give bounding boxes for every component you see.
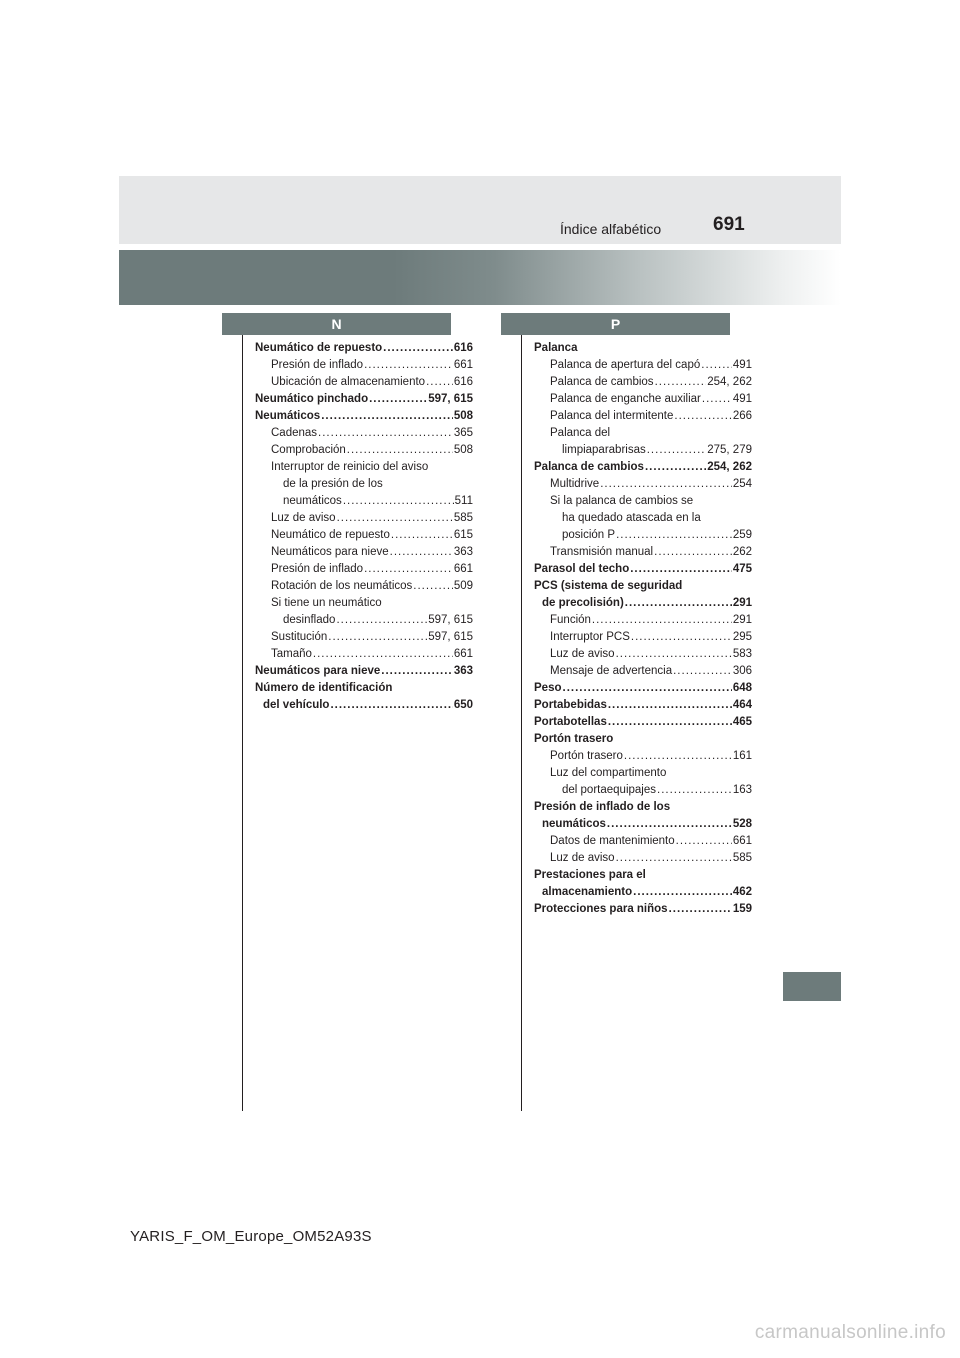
index-entry-term: posición P xyxy=(562,529,616,541)
index-entry xyxy=(534,408,752,425)
index-entry xyxy=(534,544,752,561)
index-entry-page-ref[interactable]: 291 xyxy=(732,614,752,626)
index-entry xyxy=(534,425,752,442)
index-entry-term: PCS (sistema de seguridad xyxy=(534,580,683,592)
index-entry xyxy=(255,391,473,408)
index-entry-list xyxy=(534,340,752,918)
index-entry xyxy=(255,561,473,578)
index-entry-term: Interruptor PCS xyxy=(550,631,630,643)
index-entry-page-ref[interactable]: 363 xyxy=(453,665,473,677)
index-entry-page-ref[interactable]: 254, 262 xyxy=(707,376,752,388)
dot-leader xyxy=(701,357,732,374)
index-entry-page-ref[interactable]: 583 xyxy=(732,648,752,660)
index-entry-page-ref[interactable]: 661 xyxy=(453,563,473,575)
index-entry-term: Portabotellas xyxy=(534,716,607,728)
index-entry xyxy=(534,459,752,476)
index-entry-term: Datos de mantenimiento xyxy=(550,835,675,847)
index-entry-page-ref[interactable]: 295 xyxy=(732,631,752,643)
dot-leader xyxy=(624,748,732,765)
index-entry-term: Número de identificación xyxy=(255,682,393,694)
index-entry-page-ref[interactable]: 616 xyxy=(453,376,473,388)
index-entry-term: limpiaparabrisas xyxy=(562,444,646,456)
index-entry xyxy=(534,510,752,527)
dot-leader xyxy=(336,612,427,629)
dot-leader xyxy=(645,459,706,476)
index-entry-term: Neumático de repuesto xyxy=(255,342,383,354)
index-entry-page-ref[interactable]: 648 xyxy=(732,682,752,694)
index-entry-term: Palanca de enganche auxiliar xyxy=(550,393,701,405)
index-entry-page-ref[interactable]: 661 xyxy=(453,359,473,371)
dot-leader xyxy=(657,782,732,799)
index-entry-term: Presión de inflado xyxy=(271,359,364,371)
index-entry-term: Luz de aviso xyxy=(550,852,615,864)
index-entry xyxy=(255,442,473,459)
index-entry-page-ref[interactable]: 585 xyxy=(453,512,473,524)
index-entry-page-ref[interactable]: 597, 615 xyxy=(428,631,473,643)
dot-leader xyxy=(381,663,453,680)
index-entry-term: neumáticos xyxy=(283,495,342,507)
index-entry xyxy=(534,680,752,697)
index-entry xyxy=(534,391,752,408)
dot-leader xyxy=(328,629,427,646)
index-entry-page-ref[interactable]: 275, 279 xyxy=(707,444,752,456)
index-entry-page-ref[interactable]: 163 xyxy=(732,784,752,796)
index-entry-term: Función xyxy=(550,614,591,626)
index-entry xyxy=(534,697,752,714)
index-entry-term: Protecciones para niños xyxy=(534,903,668,915)
decorative-gradient-bar xyxy=(119,250,841,305)
index-entry xyxy=(534,595,752,612)
index-entry xyxy=(534,374,752,391)
dot-leader xyxy=(600,476,732,493)
dot-leader xyxy=(390,544,453,561)
dot-leader xyxy=(369,391,427,408)
index-entry-page-ref[interactable]: 159 xyxy=(732,903,752,915)
index-entry xyxy=(534,357,752,374)
dot-leader xyxy=(337,510,453,527)
index-entry-term: Palanca xyxy=(534,342,578,354)
index-entry-page-ref[interactable]: 365 xyxy=(453,427,473,439)
index-entry xyxy=(534,578,752,595)
dot-leader xyxy=(364,357,453,374)
index-entry-page-ref[interactable]: 475 xyxy=(732,563,752,575)
index-entry-page-ref[interactable]: 661 xyxy=(732,835,752,847)
dot-leader xyxy=(633,884,732,901)
dot-leader xyxy=(608,714,732,731)
dot-leader xyxy=(383,340,453,357)
dot-leader xyxy=(607,816,732,833)
index-entry xyxy=(255,612,473,629)
index-entry-term: Si la palanca de cambios se xyxy=(550,495,694,507)
index-entry xyxy=(255,510,473,527)
index-entry-term: Palanca de apertura del capó xyxy=(550,359,701,371)
index-entry xyxy=(534,867,752,884)
dot-leader xyxy=(608,697,732,714)
index-entry xyxy=(255,578,473,595)
index-entry xyxy=(255,697,473,714)
index-entry-page-ref[interactable]: 597, 615 xyxy=(428,614,473,626)
index-entry-page-ref[interactable]: 508 xyxy=(453,444,473,456)
index-entry xyxy=(534,629,752,646)
index-entry-page-ref[interactable]: 161 xyxy=(732,750,752,762)
index-entry-term: Parasol del techo xyxy=(534,563,630,575)
index-entry-term: Neumático de repuesto xyxy=(271,529,390,541)
index-entry-page-ref[interactable]: 509 xyxy=(453,580,473,592)
index-entry-list xyxy=(255,340,473,714)
index-entry-term: neumáticos xyxy=(542,818,606,830)
index-entry xyxy=(534,850,752,867)
index-entry xyxy=(534,799,752,816)
dot-leader xyxy=(318,425,453,442)
index-entry-page-ref[interactable]: 585 xyxy=(732,852,752,864)
index-entry xyxy=(534,612,752,629)
index-entry-page-ref[interactable]: 262 xyxy=(732,546,752,558)
index-entry-term: Presión de inflado de los xyxy=(534,801,671,813)
index-entry xyxy=(255,493,473,510)
index-entry-term: Si tiene un neumático xyxy=(271,597,382,609)
dot-leader xyxy=(625,595,732,612)
index-entry-term: Comprobación xyxy=(271,444,346,456)
index-entry-page-ref[interactable]: 511 xyxy=(454,495,473,507)
dot-leader xyxy=(669,901,732,918)
index-entry-page-ref[interactable]: 462 xyxy=(732,886,752,898)
dot-leader xyxy=(321,408,453,425)
index-entry-term: Neumático pinchado xyxy=(255,393,369,405)
index-entry-page-ref[interactable]: 508 xyxy=(453,410,473,422)
index-column-n xyxy=(242,313,483,1111)
index-entry-term: Luz del compartimento xyxy=(550,767,667,779)
dot-leader xyxy=(630,561,732,578)
index-entry-term: Palanca de cambios xyxy=(534,461,644,473)
index-column-p xyxy=(521,313,762,1111)
index-entry-page-ref[interactable]: 363 xyxy=(453,546,473,558)
index-entry-term: Sustitución xyxy=(271,631,328,643)
index-entry xyxy=(534,646,752,663)
index-entry xyxy=(534,340,752,357)
index-entry-term: de la presión de los xyxy=(283,478,383,490)
section-title: Índice alfabético xyxy=(560,221,662,237)
index-entry xyxy=(255,629,473,646)
index-entry xyxy=(255,527,473,544)
index-entry xyxy=(255,408,473,425)
index-entry-page-ref[interactable]: 528 xyxy=(732,818,752,830)
dot-leader xyxy=(655,374,707,391)
index-entry xyxy=(534,748,752,765)
index-entry-term: Presión de inflado xyxy=(271,563,364,575)
index-entry-term: de precolisión) xyxy=(542,597,624,609)
index-entry xyxy=(255,595,473,612)
index-entry-page-ref[interactable]: 650 xyxy=(453,699,473,711)
dot-leader xyxy=(347,442,453,459)
dot-leader xyxy=(343,493,454,510)
index-entry-term: Palanca del xyxy=(550,427,611,439)
index-entry-page-ref[interactable]: 465 xyxy=(732,716,752,728)
index-entry xyxy=(534,731,752,748)
index-entry-term: Luz de aviso xyxy=(271,512,336,524)
index-entry-term: Cadenas xyxy=(271,427,318,439)
index-entry-page-ref[interactable]: 491 xyxy=(732,359,752,371)
index-entry xyxy=(534,527,752,544)
index-entry-page-ref[interactable]: 291 xyxy=(732,597,752,609)
index-entry xyxy=(534,901,752,918)
index-entry-term: Transmisión manual xyxy=(550,546,654,558)
index-entry-term: Portabebidas xyxy=(534,699,607,711)
index-entry-term: ha quedado atascada en la xyxy=(562,512,701,524)
index-entry xyxy=(255,544,473,561)
index-entry xyxy=(534,442,752,459)
index-entry-term: Tamaño xyxy=(271,648,312,660)
index-entry-term: Portón trasero xyxy=(534,733,614,745)
index-entry-page-ref[interactable]: 615 xyxy=(453,529,473,541)
index-entry-term: Prestaciones para el xyxy=(534,869,646,881)
letter-heading-p: P xyxy=(501,313,730,335)
index-entry xyxy=(534,714,752,731)
dot-leader xyxy=(654,544,732,561)
index-entry xyxy=(255,663,473,680)
index-entry xyxy=(255,340,473,357)
index-entry xyxy=(255,476,473,493)
index-entry-term: Interruptor de reinicio del aviso xyxy=(271,461,429,473)
dot-leader xyxy=(647,442,707,459)
index-entry-page-ref[interactable]: 254 xyxy=(732,478,752,490)
dot-leader xyxy=(702,391,732,408)
chapter-side-tab xyxy=(783,972,841,1001)
index-entry xyxy=(534,476,752,493)
dot-leader xyxy=(413,578,453,595)
index-entry-page-ref[interactable]: 661 xyxy=(453,648,473,660)
letter-heading-n: N xyxy=(222,313,451,335)
dot-leader xyxy=(330,697,452,714)
index-entry xyxy=(255,459,473,476)
index-entry-page-ref[interactable]: 306 xyxy=(732,665,752,677)
index-entry-term: Luz de aviso xyxy=(550,648,615,660)
index-entry-term: Palanca de cambios xyxy=(550,376,654,388)
index-entry xyxy=(534,782,752,799)
index-entry xyxy=(534,561,752,578)
index-entry-page-ref[interactable]: 597, 615 xyxy=(428,393,473,405)
index-entry-page-ref[interactable]: 254, 262 xyxy=(707,461,752,473)
index-entry xyxy=(534,884,752,901)
dot-leader xyxy=(563,680,732,697)
index-entry-term: Rotación de los neumáticos xyxy=(271,580,413,592)
dot-leader xyxy=(616,850,732,867)
document-id-footer: YARIS_F_OM_Europe_OM52A93S xyxy=(130,1228,372,1245)
index-entry-term: Neumáticos para nieve xyxy=(255,665,381,677)
index-entry xyxy=(255,646,473,663)
dot-leader xyxy=(674,408,731,425)
index-entry xyxy=(534,816,752,833)
index-entry xyxy=(255,425,473,442)
index-entry xyxy=(534,833,752,850)
index-entry-page-ref[interactable]: 616 xyxy=(453,342,473,354)
index-entry-term: desinflado xyxy=(283,614,336,626)
index-entry-page-ref[interactable]: 266 xyxy=(732,410,752,422)
dot-leader xyxy=(391,527,453,544)
index-entry xyxy=(255,680,473,697)
dot-leader xyxy=(616,527,732,544)
index-entry xyxy=(255,374,473,391)
index-entry-term: almacenamiento xyxy=(542,886,633,898)
index-entry-term: Peso xyxy=(534,682,562,694)
index-entry xyxy=(255,357,473,374)
dot-leader xyxy=(676,833,732,850)
index-entry xyxy=(534,493,752,510)
dot-leader xyxy=(631,629,732,646)
dot-leader xyxy=(616,646,732,663)
watermark-logo: carmanualsonline.info xyxy=(754,1322,946,1343)
index-entry-page-ref[interactable]: 464 xyxy=(732,699,752,711)
index-entry xyxy=(534,663,752,680)
index-entry-term: Mensaje de advertencia xyxy=(550,665,673,677)
index-entry-term: Neumáticos para nieve xyxy=(271,546,389,558)
index-entry-term: del portaequipajes xyxy=(562,784,656,796)
index-entry-term: Portón trasero xyxy=(550,750,623,762)
dot-leader xyxy=(313,646,453,663)
index-entry-page-ref[interactable]: 259 xyxy=(732,529,752,541)
index-entry-term: Palanca del intermitente xyxy=(550,410,674,422)
index-entry xyxy=(534,765,752,782)
dot-leader xyxy=(426,374,453,391)
index-entry-page-ref[interactable]: 491 xyxy=(732,393,752,405)
index-entry-term: del vehículo xyxy=(263,699,330,711)
dot-leader xyxy=(592,612,732,629)
index-entry-term: Multidrive xyxy=(550,478,600,490)
page-number: 691 xyxy=(713,214,745,235)
index-entry-term: Neumáticos xyxy=(255,410,321,422)
dot-leader xyxy=(364,561,453,578)
index-entry-term: Ubicación de almacenamiento xyxy=(271,376,426,388)
dot-leader xyxy=(673,663,732,680)
